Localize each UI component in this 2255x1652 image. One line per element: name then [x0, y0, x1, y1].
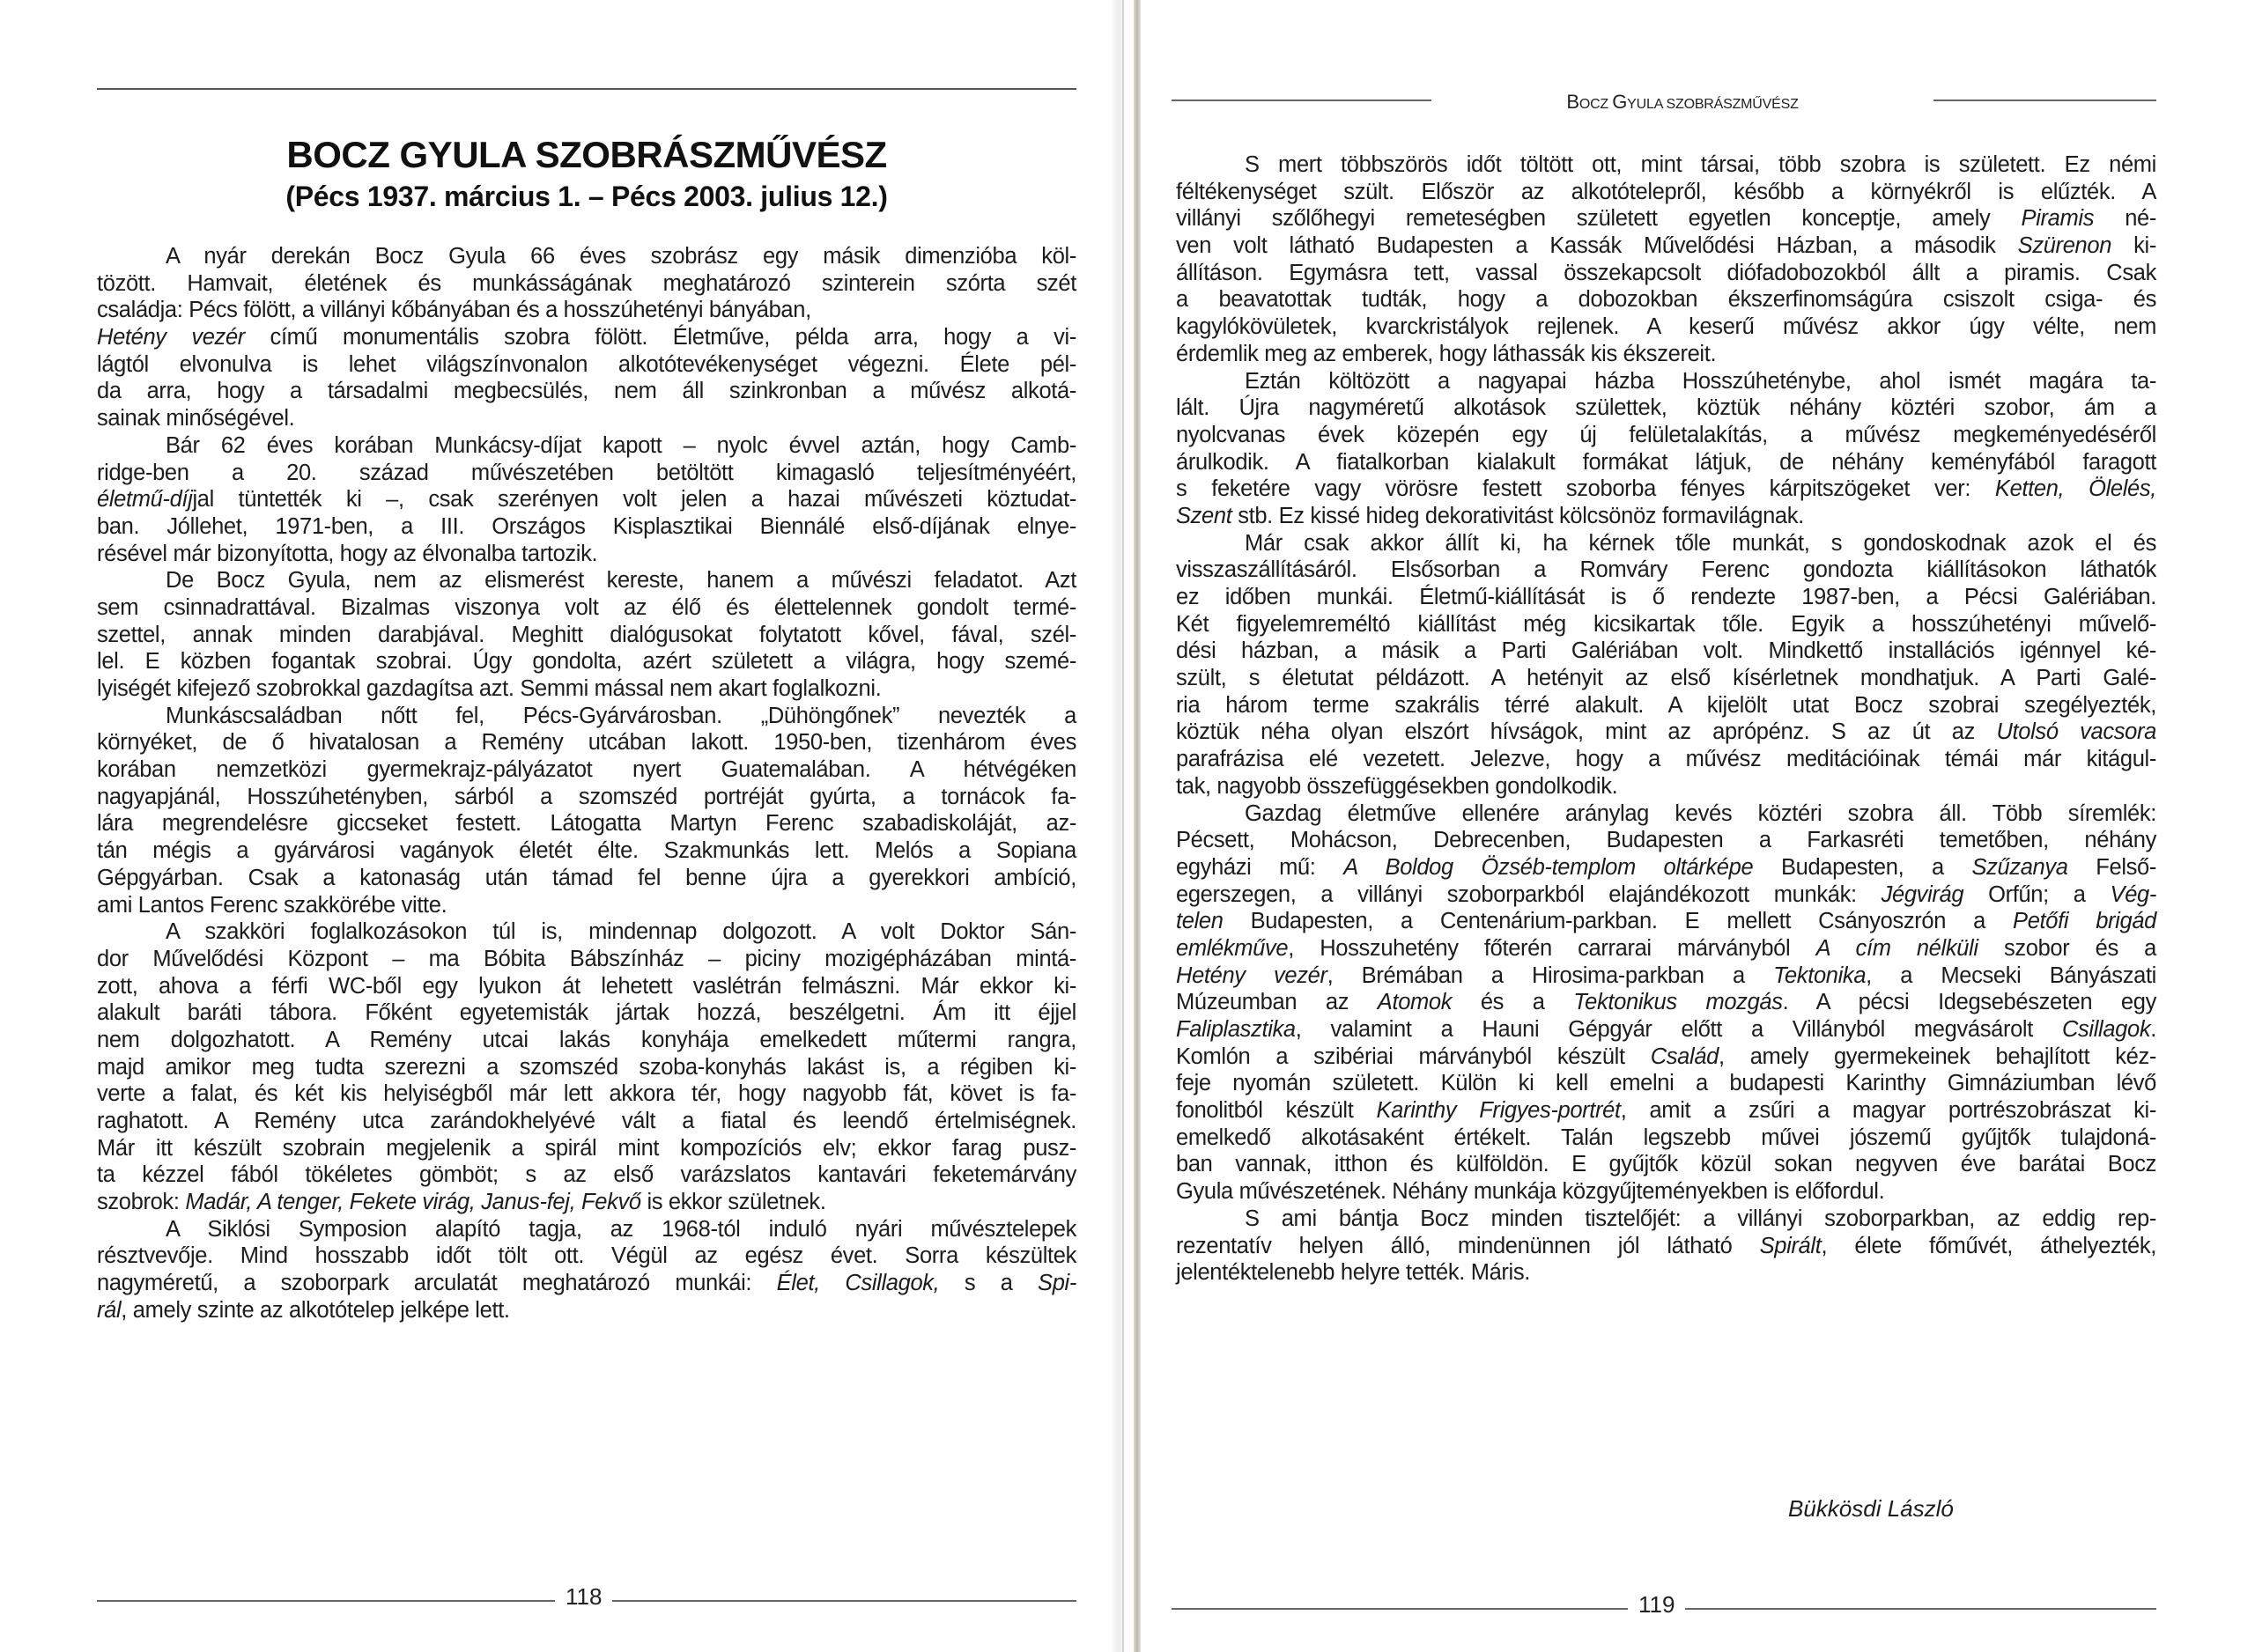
text-line: dor Művelődési Központ – ma Bóbita Bábszínház – piciny mozigépházában mintá- — [97, 946, 1076, 971]
text-line: Eztán költözött a nagyapai házba Hosszúheténybe, ahol ismét magára ta- — [1245, 368, 2156, 394]
text-line: Hetény vezér, Brémában a Hirosima-parkban a Tektonika, a Mecseki Bányászati — [1176, 962, 2156, 988]
text-line: Múzeumban az Atomok és a Tektonikus mozgás. A pécsi Idegsebészeten egy — [1176, 990, 2156, 1015]
text-line: állításon. Egymásra tett, vassal összekapcsolt diófadobozokból állt a piramis. Csak — [1176, 260, 2156, 285]
text-line: Már csak akkor állít ki, ha kérnek tőle munkát, s gondoskodnak azok el és — [1245, 530, 2156, 556]
text-line: nagyméretű, a szoborpark arculatát meghatározó munkái: Élet, Csillagok, s a Spi- — [97, 1271, 1076, 1296]
page-number-left: 118 — [555, 1583, 612, 1611]
text-line: emelkedő alkotásaként értékelt. Talán legszebb művei jószemű gyűjtők tulajdoná- — [1176, 1125, 2156, 1150]
text-line: tán mégis a gyárvárosi vagányok életét élte. Szakmunkás lett. Melós a Sopiana — [97, 838, 1076, 864]
text-line: jelentéktelenebb helyre tették. Máris. — [1176, 1260, 1531, 1286]
text-line: villányi szőlőhegyi remeteségben született egyetlen konceptje, amely Piramis né- — [1176, 206, 2156, 232]
text-line: Hetény vezér című monumentális szobra fölött. Életműve, példa arra, hogy a vi- — [97, 325, 1076, 350]
text-line: Munkáscsaládban nőtt fel, Pécs-Gyárvárosban. „Dühöngőnek” nevezték a — [166, 703, 1076, 728]
text-line: De Bocz Gyula, nem az elismerést kereste, hanem a művészi feladatot. Azt — [166, 568, 1076, 594]
text-line: lel. E közben fogantak szobrai. Úgy gondolta, azért született a világra, hogy szemé- — [97, 649, 1076, 675]
running-head — [1431, 91, 1933, 114]
text-line: Pécsett, Mohácson, Debrecenben, Budapesten a Farkasréti temetőben, néhány — [1176, 828, 2156, 853]
text-line: ta kézzel fából tökéletes gömböt; s az első varázslatos kantavári feketemárvány — [97, 1162, 1076, 1188]
text-line: résztvevője. Mind hosszabb időt tölt ott. Végül az egész évet. Sorra készültek — [97, 1243, 1076, 1269]
author-signature: Bükkösdi László — [1788, 1495, 1954, 1522]
text-line: nem dolgozhatott. A Remény utcai lakás konyhája emelkedett műtermi rangra, — [97, 1027, 1076, 1052]
text-line: lált. Újra nagyméretű alkotások születtek, köztük néhány köztéri szobor, ám a — [1176, 395, 2156, 421]
text-line: sainak minőségével. — [97, 406, 295, 431]
text-line: dési házban, a másik a Parti Galériában volt. Mindkettő installációs igénnyel ké- — [1176, 638, 2156, 664]
text-line: parafrázisa elé vezetett. Jelezve, hogy a művész meditációinak témái már kitágul- — [1176, 747, 2156, 772]
text-line: tak, nagyobb összefüggésekben gondolkodik. — [1176, 773, 1618, 799]
text-line: majd amikor meg tudta szerezni a szomszéd szoba-konyhás lakást is, a régiben ki- — [97, 1054, 1076, 1080]
text-line: ria három terme szakrális térré alakult. A kijelölt utat Bocz szobrai szegélyezték, — [1176, 692, 2156, 718]
text-line: egerszegen, a villányi szoborparkból elajándékozott munkák: Jégvirág Orfűn; a Vég- — [1176, 881, 2156, 907]
text-line: nagyapjánál, Hosszúhetényben, sárból a szomszéd portréját gyúrta, a tornácok fa- — [97, 784, 1076, 809]
text-line: ridge-ben a 20. század művészetében betöltött kimagasló teljesítményéért, — [97, 460, 1076, 485]
text-line: verte a falat, és két kis helyiségből már lett akkora tér, hogy nagyobb fát, követ is fa- — [97, 1081, 1076, 1107]
text-line: szült, s életutat példázott. A hetényit az első kísérletnek mondhatjuk. A Parti Galé- — [1176, 666, 2156, 691]
text-line: da arra, hogy a társadalmi megbecsülés, nem áll szinkronban a művész alkotá- — [97, 379, 1076, 404]
text-line: a beavatottak tudták, hogy a dobozokban ékszerfinomságúra csiszolt csiga- és — [1176, 287, 2156, 313]
text-line: féltékenységet szült. Először az alkotótelepről, később a környékről is elűzték. A — [1176, 179, 2156, 204]
text-line: rezentatív helyen álló, mindenünnen jól látható Spirált, élete főművét, áthelyezték, — [1176, 1233, 2156, 1258]
text-line: köztük néha olyan elszórt hívságok, mint az aprópénz. S az út az Utolsó vacsora — [1176, 719, 2156, 745]
text-line: életmű-díjjal tüntették ki –, csak szerényen volt jelen a hazai művészeti köztudat- — [97, 487, 1076, 513]
right-page-body — [1176, 151, 2156, 1287]
article-title: BOCZ GYULA SZOBRÁSZMŰVÉSZ — [286, 134, 887, 175]
page-number-right: 119 — [1628, 1591, 1685, 1619]
left-page-body — [97, 243, 1076, 1324]
top-rule-left — [97, 88, 1076, 90]
text-line: S ami bántja Bocz minden tisztelőjét: a villányi szoborparkban, az eddig rep- — [1245, 1206, 2156, 1231]
text-line: egyházi mű: A Boldog Özséb-templom oltárképe Budapesten, a Szűzanya Felső- — [1176, 854, 2157, 880]
text-line: szettel, annak minden darabjával. Meghitt dialógusokat folytatott kővel, fával, szél- — [97, 622, 1076, 647]
text-line: rál, amely szinte az alkotótelep jelképe lett. — [97, 1297, 510, 1323]
text-line: feje nyomán született. Külön ki kell emelni a budapesti Karinthy Gimnáziumban lévő — [1176, 1071, 2156, 1096]
text-line: S mert többszörös időt töltött ott, mint társai, több szobra is született. Ez némi — [1245, 152, 2156, 177]
text-line: környéket, de ő hivatalosan a Remény utcában lakott. 1950-ben, tizenhárom éves — [97, 730, 1076, 756]
text-line: A szakköri foglalkozásokon túl is, mindennap dolgozott. A volt Doktor Sán- — [166, 919, 1076, 945]
text-line: Faliplasztika, valamint a Hauni Gépgyár előtt a Villányból megvásárolt Csillagok. — [1176, 1017, 2156, 1042]
text-line: árulkodik. A fiatalkorban kialakult formákat látjuk, de néhány keményfából faragott — [1176, 449, 2156, 475]
text-line: Komlón a szibériai márványból készült Család, amely gyermekeinek behajlított kéz- — [1176, 1044, 2156, 1069]
text-line: Két figyelemreméltó kiállítást még kicsikartak tőle. Egyik a hosszúhetényi művelő- — [1176, 611, 2156, 637]
text-line: emlékműve, Hosszuhetény főterén carrarai márványból A cím nélküli szobor és a — [1176, 935, 2156, 961]
running-head-part: OCZ — [1578, 97, 1613, 112]
text-line: családja: Pécs fölött, a villányi kőbányában és a hosszúhetényi bányában, — [97, 298, 811, 323]
text-line: ban. Jóllehet, 1971-ben, a III. Országos Kisplasztikai Biennálé első-díjának elnye- — [97, 513, 1076, 539]
text-line: sem csinnadrattával. Bizalmas viszonya volt az élő és élettelennek gondolt termé- — [97, 594, 1076, 620]
text-line: visszaszállításáról. Elsősorban a Romváry Ferenc gondozta kiállításokon láthatók — [1176, 557, 2156, 583]
text-line: raghatott. A Remény utca zarándokhelyévé vált a fiatal és leendő értelmiségnek. — [97, 1109, 1076, 1133]
text-line: kagylókövületek, kvarckristályok rejlenek. A keserű művész akkor úgy vélte, nem — [1176, 314, 2156, 340]
text-line: Gyula művészetének. Néhány munkája közgyűjteményekben is előfordul. — [1176, 1179, 1885, 1205]
text-line: fonolitból készült Karinthy Frigyes-portrét, amit a zsűri a magyar portrészobrászat ki- — [1176, 1098, 2156, 1124]
text-line: lyiségét kifejező szobrokkal gazdagítsa azt. Semmi mással nem akart foglalkozni. — [97, 676, 882, 701]
text-line: Bár 62 éves korában Munkácsy-díjat kapott – nyolc évvel aztán, hogy Camb- — [166, 432, 1076, 458]
text-line: korában nemzetközi gyermekrajz-pályázatot nyert Guatemalában. A hétvégéken — [97, 757, 1076, 783]
text-line: Gépgyárban. Csak a katonaság után támad fel benne újra a gyerekkori ambíció, — [97, 865, 1076, 890]
text-line: ami Lantos Ferenc szakkörébe vitte. — [97, 892, 447, 918]
text-line: ban vannak, itthon és külföldön. E gyűjtők közül sokan negyven éve barátai Bocz — [1176, 1152, 2156, 1177]
text-line: telen Budapesten, a Centenárium-parkban. E mellett Csányoszrón a Petőfi brigád — [1176, 909, 2156, 934]
text-line: ez időben munkái. Életmű-kiállítását is ő rendezte 1987-ben, a Pécsi Galériában. — [1176, 585, 2156, 609]
book-spine — [1134, 0, 1141, 1652]
text-line: lágtól elvonulva is lehet világszínvonalon alkotótevékenységet végezni. Élete pél- — [97, 351, 1076, 377]
running-head-part: B — [1566, 91, 1579, 113]
article-subtitle-dates: (Pécs 1937. március 1. – Pécs 2003. julius 12.) — [285, 181, 888, 212]
text-line: lára megrendelésre giccseket festett. Látogatta Martyn Ferenc szabadiskoláját, az- — [97, 811, 1076, 837]
text-line: alakult baráti tábora. Főként egyetemisták jártak hozzá, beszélgetni. Ám itt éjjel — [97, 1000, 1076, 1026]
text-line: tözött. Hamvait, életének és munkásságának meghatározó szinterein szórta szét — [97, 270, 1076, 296]
text-line: szobrok: Madár, A tenger, Fekete virág, Janus-fej, Fekvő is ekkor születnek. — [97, 1190, 826, 1215]
text-line: zott, ahova a férfi WC-ből egy lyukon át lehetett vaslétrán felmászni. Már ekkor ki- — [97, 973, 1076, 999]
text-line: s feketére vagy vörösre festett szoborba fényes kárpitszögeket ver: Ketten, Ölelés, — [1176, 476, 2156, 502]
text-line: érdemlik meg az emberek, hogy láthassák kis ékszereit. — [1176, 341, 1717, 366]
running-head-part: G — [1612, 91, 1628, 113]
text-line: résével már bizonyította, hogy az élvonalba tartozik. — [97, 541, 598, 566]
text-line: A Siklósi Symposion alapító tagja, az 1968-tól induló nyári művésztelepek — [166, 1216, 1076, 1242]
text-line: Szent stb. Ez kissé hideg dekorativitást kölcsönöz formavilágnak. — [1176, 503, 1804, 528]
gutter-line — [1122, 0, 1124, 1652]
text-line: nyolcvanas évek közepén egy új felületalakítás, a művész megkeményedéséről — [1176, 422, 2156, 447]
text-line: A nyár derekán Bocz Gyula 66 éves szobrász egy másik dimenzióba köl- — [166, 244, 1076, 269]
text-line: Gazdag életműve ellenére aránylag kevés köztéri szobra áll. Több síremlék: — [1245, 800, 2156, 826]
text-line: ven volt látható Budapesten a Kassák Művelődési Házban, a második Szürenon ki- — [1176, 233, 2156, 259]
text-line: Már itt készült szobrain megjelenik a spirál mint kompozíciós elv; ekkor farag pusz- — [97, 1135, 1076, 1161]
running-head-part: YULA SZOBRÁSZMŰVÉSZ — [1627, 97, 1799, 112]
